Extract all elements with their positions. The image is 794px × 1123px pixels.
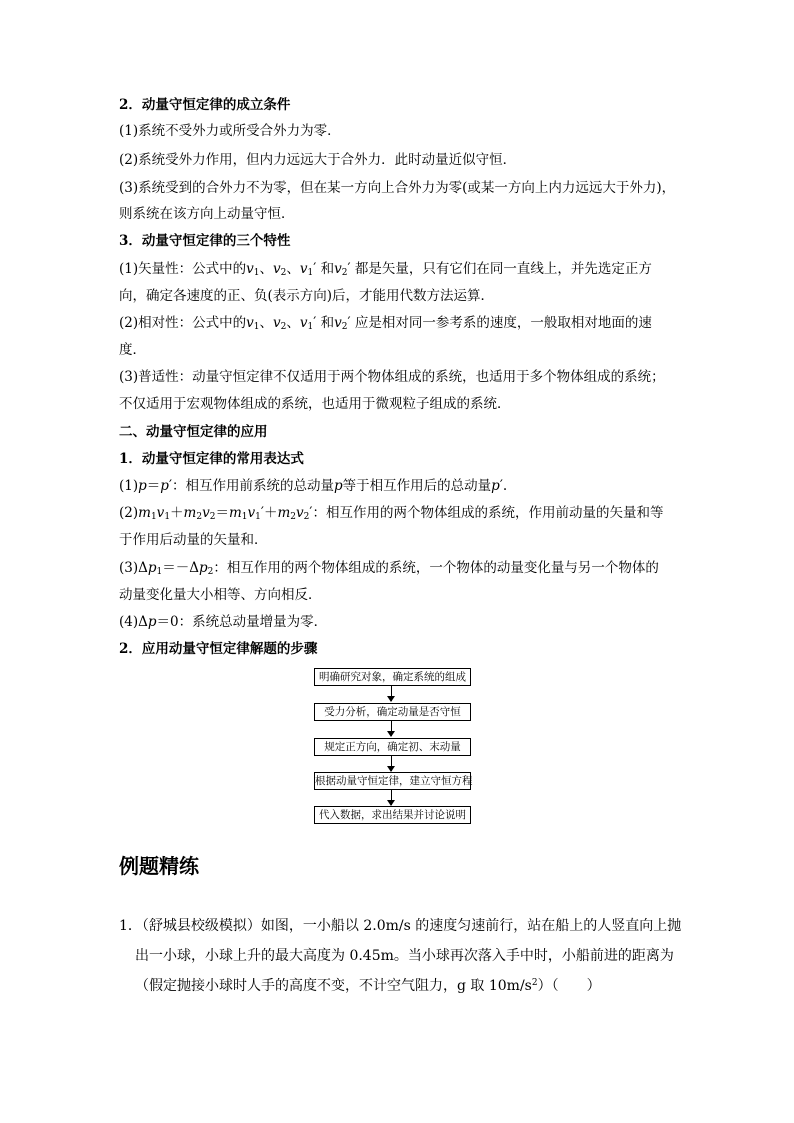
condition-item-3: (3)系统受到的合外力不为零，但在某一方向上合外力为零(或某一方向上内力远远大于外力)，: [119, 180, 676, 196]
expression-2: $(2)m_1v_1+m_2v_2=m_1v_1'+m_2v_2'$：相互作用的两个物体组成的系统，作用前动量的矢量和等: [119, 505, 664, 522]
question-1-line-1: 1．（舒城县校级模拟）如图，一小船以 2.0m/s 的速度匀速前行，站在船上的人竖直向上抛: [119, 918, 682, 934]
expression-3-cont: 动量变化量大小相等、方向相反．: [119, 587, 322, 603]
property-relative-text-a: (2)相对性：公式中的: [119, 315, 247, 331]
expression-1-text: ：相互作用前系统的总动量: [172, 478, 335, 494]
expression-3: $(3)\Delta p_1=-\Delta p_2$：相互作用的两个物体组成的系统，一个物体的动量变化量与另一个物体的: [119, 560, 659, 577]
flow-step-2: 受力分析，确定动量是否守恒: [314, 703, 471, 721]
expression-2-text: ：相互作用的两个物体组成的系统，作用前动量的矢量和等: [312, 505, 664, 521]
expression-4: (4)Δp＝0：系统总动量增量为零．: [119, 614, 328, 630]
condition-item-1: (1)系统不受外力或所受合外力为零．: [119, 123, 341, 139]
flow-step-1: 明确研究对象，确定系统的组成: [314, 668, 471, 686]
property-vector-text-a: (1)矢量性：公式中的: [119, 261, 247, 277]
property-universal: (3)普适性：动量守恒定律不仅适用于两个物体组成的系统，也适用于多个物体组成的系统；: [119, 369, 665, 385]
solution-steps-flowchart: [314, 668, 474, 828]
properties-title: 3．动量守恒定律的三个特性: [119, 233, 291, 249]
examples-heading: 例题精练: [119, 854, 199, 878]
question-1-answer-blank: ）（ ）: [537, 978, 601, 994]
conditions-title: 2．动量守恒定律的成立条件: [119, 97, 291, 113]
question-1-superscript: 2: [531, 978, 538, 988]
application-title: 二、动量守恒定律的应用: [119, 424, 268, 440]
property-relative-cont: 度．: [119, 342, 146, 358]
question-1-line-3-text: （假定抛接小球时人手的高度不变，不计空气阻力，g 取 10m/s: [135, 978, 532, 994]
expression-3-text: ：相互作用的两个物体组成的系统，一个物体的动量变化量与另一个物体的: [213, 560, 659, 576]
property-vector: (1)矢量性：公式中的$v_1$、$v_2$、$v_1'$ 和$v_2'$ 都是矢量，只有它们在同一直线上，并先选定正方: [119, 261, 652, 278]
flow-step-3: 规定正方向，确定初、末动量: [314, 738, 471, 756]
property-vector-text-b: 都是矢量，只有它们在同一直线上，并先选定正方: [354, 261, 652, 277]
flow-arrow-4: [391, 790, 392, 805]
property-vector-cont: 向，确定各速度的正、负(表示方向)后，才能用代数方法运算．: [119, 288, 495, 304]
property-relative-text-b: 应是相对同一参考系的速度，一般取相对地面的速: [354, 315, 652, 331]
expression-1-mid: 等于相互作用后的总动量: [342, 478, 492, 494]
flow-step-5: 代入数据，求出结果并讨论说明: [314, 806, 471, 824]
expression-2-cont: 于作用后动量的矢量和．: [119, 532, 268, 548]
condition-item-3-cont: 则系统在该方向上动量守恒．: [119, 206, 295, 222]
property-relative: (2)相对性：公式中的$v_1$、$v_2$、$v_1'$ 和$v_2'$ 应是相对同一参考系的速度，一般取相对地面的速: [119, 315, 652, 332]
flow-arrow-2: [391, 721, 392, 736]
expression-1: (1)p＝p′：相互作用前系统的总动量p等于相互作用后的总动量p′.: [119, 478, 508, 494]
flow-step-4: 根据动量守恒定律，建立守恒方程: [314, 772, 471, 790]
steps-title: 2．应用动量守恒定律解题的步骤: [119, 641, 318, 657]
property-universal-cont: 不仅适用于宏观物体组成的系统，也适用于微观粒子组成的系统．: [119, 396, 511, 412]
expression-4-text: ：系统总动量增量为零．: [178, 614, 328, 630]
condition-item-2: (2)系统受外力作用，但内力远远大于合外力．此时动量近似守恒．: [119, 152, 517, 168]
expressions-title: 1．动量守恒定律的常用表达式: [119, 451, 304, 467]
question-1-line-3: [135, 976, 601, 996]
question-1-line-2: 出一小球，小球上升的最大高度为 0.45m。当小球再次落入手中时，小船前进的距离为: [135, 948, 674, 964]
flow-arrow-1: [391, 686, 392, 701]
flow-arrow-3: [391, 756, 392, 771]
